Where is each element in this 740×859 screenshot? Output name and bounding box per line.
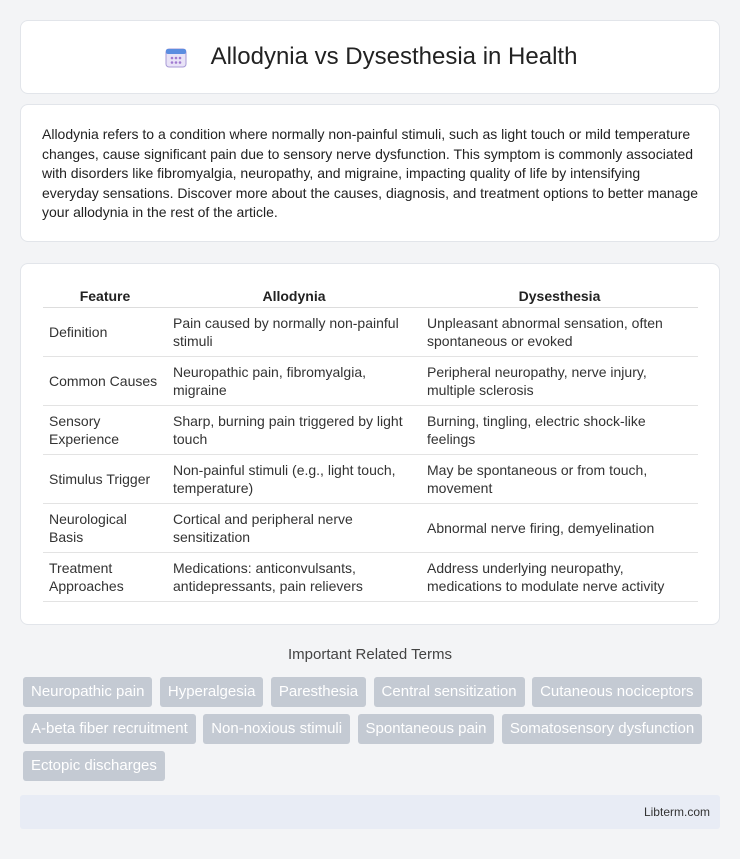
feature-cell: Treatment Approaches xyxy=(43,553,167,602)
header-dysesthesia: Dysesthesia xyxy=(421,284,698,308)
allodynia-cell: Neuropathic pain, fibromyalgia, migraine xyxy=(167,357,421,406)
allodynia-cell: Pain caused by normally non-painful stimuli xyxy=(167,308,421,357)
table-row xyxy=(43,504,698,553)
table-row xyxy=(43,455,698,504)
feature-cell: Sensory Experience xyxy=(43,406,167,455)
header-allodynia: Allodynia xyxy=(167,284,421,308)
comparison-table xyxy=(43,284,698,602)
dysesthesia-cell: Unpleasant abnormal sensation, often spontaneous or evoked xyxy=(421,308,698,357)
related-term-tag[interactable]: Hyperalgesia xyxy=(160,677,264,707)
related-term-tag[interactable]: Paresthesia xyxy=(271,677,366,707)
related-term-tag[interactable]: Spontaneous pain xyxy=(358,714,495,744)
table-row xyxy=(43,357,698,406)
allodynia-cell: Non-painful stimuli (e.g., light touch, temperature) xyxy=(167,455,421,504)
dysesthesia-cell: Abnormal nerve firing, demyelination xyxy=(421,504,698,553)
feature-cell: Definition xyxy=(43,308,167,357)
feature-cell: Common Causes xyxy=(43,357,167,406)
table-header-row xyxy=(43,284,698,308)
intro-text: Allodynia refers to a condition where normally non-painful stimuli, such as light touch or mild temperature changes, cause significant pain due to sensory nerve dysfunction. This symptom is commonly associated with disorders like fibromyalgia, neuropathy, and migraine, impacting quality of life by intensifying everyday sensations. Discover more about the causes, diagnosis, and treatment options to better manage your allodynia in the rest of the article. xyxy=(42,126,699,220)
table-row xyxy=(43,406,698,455)
intro-card xyxy=(20,104,720,242)
calendar-icon xyxy=(163,44,189,70)
footer xyxy=(20,795,720,829)
related-term-tag[interactable]: Ectopic discharges xyxy=(23,751,165,781)
allodynia-cell: Cortical and peripheral nerve sensitization xyxy=(167,504,421,553)
related-terms-title: Important Related Terms xyxy=(288,646,452,663)
header-feature: Feature xyxy=(43,284,167,308)
footer-site-link[interactable]: Libterm.com xyxy=(643,805,710,819)
comparison-card xyxy=(20,263,720,625)
table-row xyxy=(43,553,698,602)
feature-cell: Neurological Basis xyxy=(43,504,167,553)
related-term-tag[interactable]: Somatosensory dysfunction xyxy=(502,714,702,744)
page-title: Allodynia vs Dysesthesia in Health xyxy=(210,43,578,70)
dysesthesia-cell: May be spontaneous or from touch, movement xyxy=(421,455,698,504)
related-term-tag[interactable]: Neuropathic pain xyxy=(23,677,152,707)
related-terms-list xyxy=(23,677,723,788)
related-term-tag[interactable]: A-beta fiber recruitment xyxy=(23,714,196,744)
dysesthesia-cell: Burning, tingling, electric shock-like feelings xyxy=(421,406,698,455)
related-term-tag[interactable]: Central sensitization xyxy=(374,677,525,707)
dysesthesia-cell: Peripheral neuropathy, nerve injury, multiple sclerosis xyxy=(421,357,698,406)
related-term-tag[interactable]: Cutaneous nociceptors xyxy=(532,677,701,707)
allodynia-cell: Sharp, burning pain triggered by light touch xyxy=(167,406,421,455)
dysesthesia-cell: Address underlying neuropathy, medications to modulate nerve activity xyxy=(421,553,698,602)
table-row xyxy=(43,308,698,357)
feature-cell: Stimulus Trigger xyxy=(43,455,167,504)
allodynia-cell: Medications: anticonvulsants, antidepressants, pain relievers xyxy=(167,553,421,602)
header-card xyxy=(20,20,720,94)
related-term-tag[interactable]: Non-noxious stimuli xyxy=(203,714,350,744)
